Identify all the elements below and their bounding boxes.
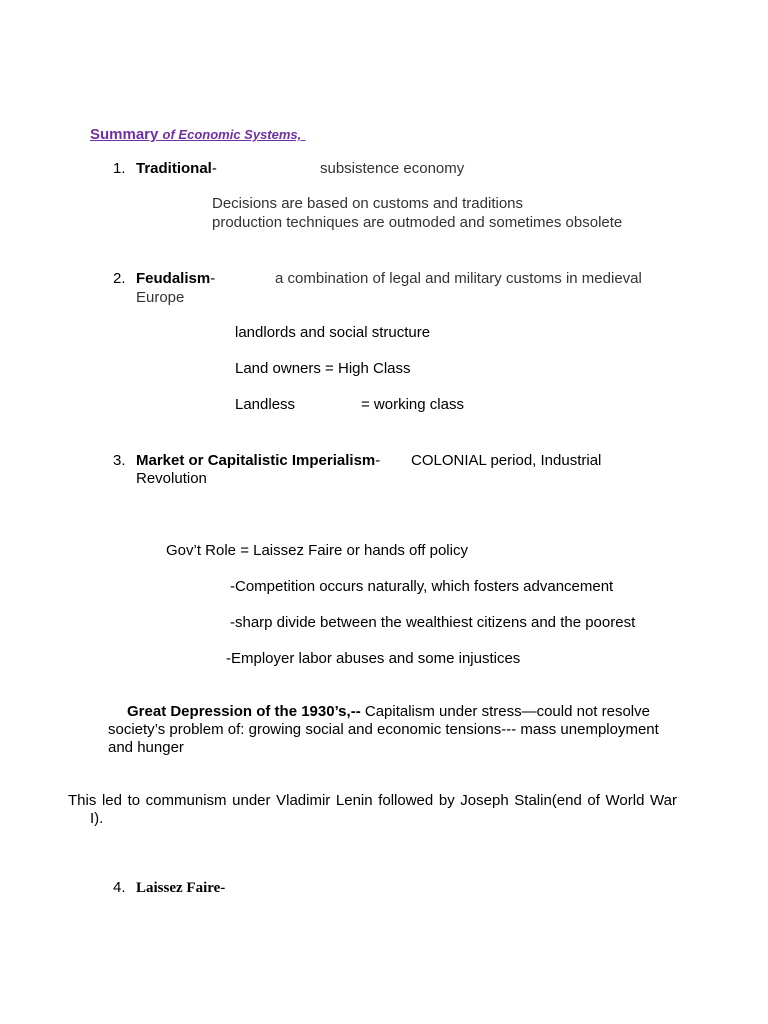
item-3-definition-line-1: COLONIAL period, Industrial (411, 452, 602, 469)
item-2-dash: - (210, 270, 216, 287)
item-1-definition: subsistence economy (320, 160, 465, 177)
item-1-term: Traditional (136, 160, 212, 177)
item-1-term-line (136, 160, 217, 178)
item-1-dash: - (211, 160, 217, 177)
item-2-term-line (136, 270, 215, 288)
title-rest: of Economic Systems, (162, 127, 302, 142)
depression-line-1-rest: Capitalism under stress—could not resolve (364, 703, 650, 720)
item-2-note-1: landlords and social structure (235, 324, 431, 341)
item-1-note-2: production techniques are outmoded and sometimes obsolete (212, 214, 623, 231)
item-2-definition-line-1: a combination of legal and military customs in medieval (275, 270, 642, 287)
item-4-number: 4. (113, 879, 126, 896)
item-2-definition-line-2: Europe (136, 289, 185, 306)
item-3-point-3: -Employer labor abuses and some injustices (226, 650, 521, 667)
title-lead: Summary (90, 126, 159, 143)
communism-line-1: This led to communism under Vladimir Lenin followed by Joseph Stalin(end of World War (68, 792, 677, 809)
item-2-number: 2. (113, 270, 126, 287)
item-3-govt-role: Gov’t Role = Laissez Faire or hands off policy (166, 542, 468, 559)
item-2-term: Feudalism (136, 270, 211, 287)
depression-line-1 (127, 703, 650, 721)
item-3-number: 3. (113, 452, 126, 469)
item-2-landless-label: Landless (235, 396, 296, 413)
page-title (90, 126, 305, 144)
item-3-point-2: -sharp divide between the wealthiest citizens and the poorest (230, 614, 636, 631)
item-3-dash: - (375, 452, 381, 469)
communism-line-2: I). (90, 810, 104, 827)
item-1-note-1: Decisions are based on customs and traditions (212, 195, 524, 212)
depression-heading: Great Depression of the 1930’s,-- (127, 703, 361, 720)
item-1-number: 1. (113, 160, 126, 177)
item-4-term: Laissez Faire- (136, 880, 226, 896)
item-2-note-2: Land owners = High Class (235, 360, 411, 377)
item-3-term-line (136, 452, 380, 470)
item-2-landless-value: = working class (361, 396, 464, 413)
item-3-term: Market or Capitalistic Imperialism (136, 452, 376, 469)
item-3-definition-line-2: Revolution (136, 470, 207, 487)
depression-line-3: and hunger (108, 739, 184, 756)
depression-line-2: society’s problem of: growing social and economic tensions--- mass unemployment (108, 721, 659, 738)
item-3-point-1: -Competition occurs naturally, which fosters advancement (230, 578, 614, 595)
